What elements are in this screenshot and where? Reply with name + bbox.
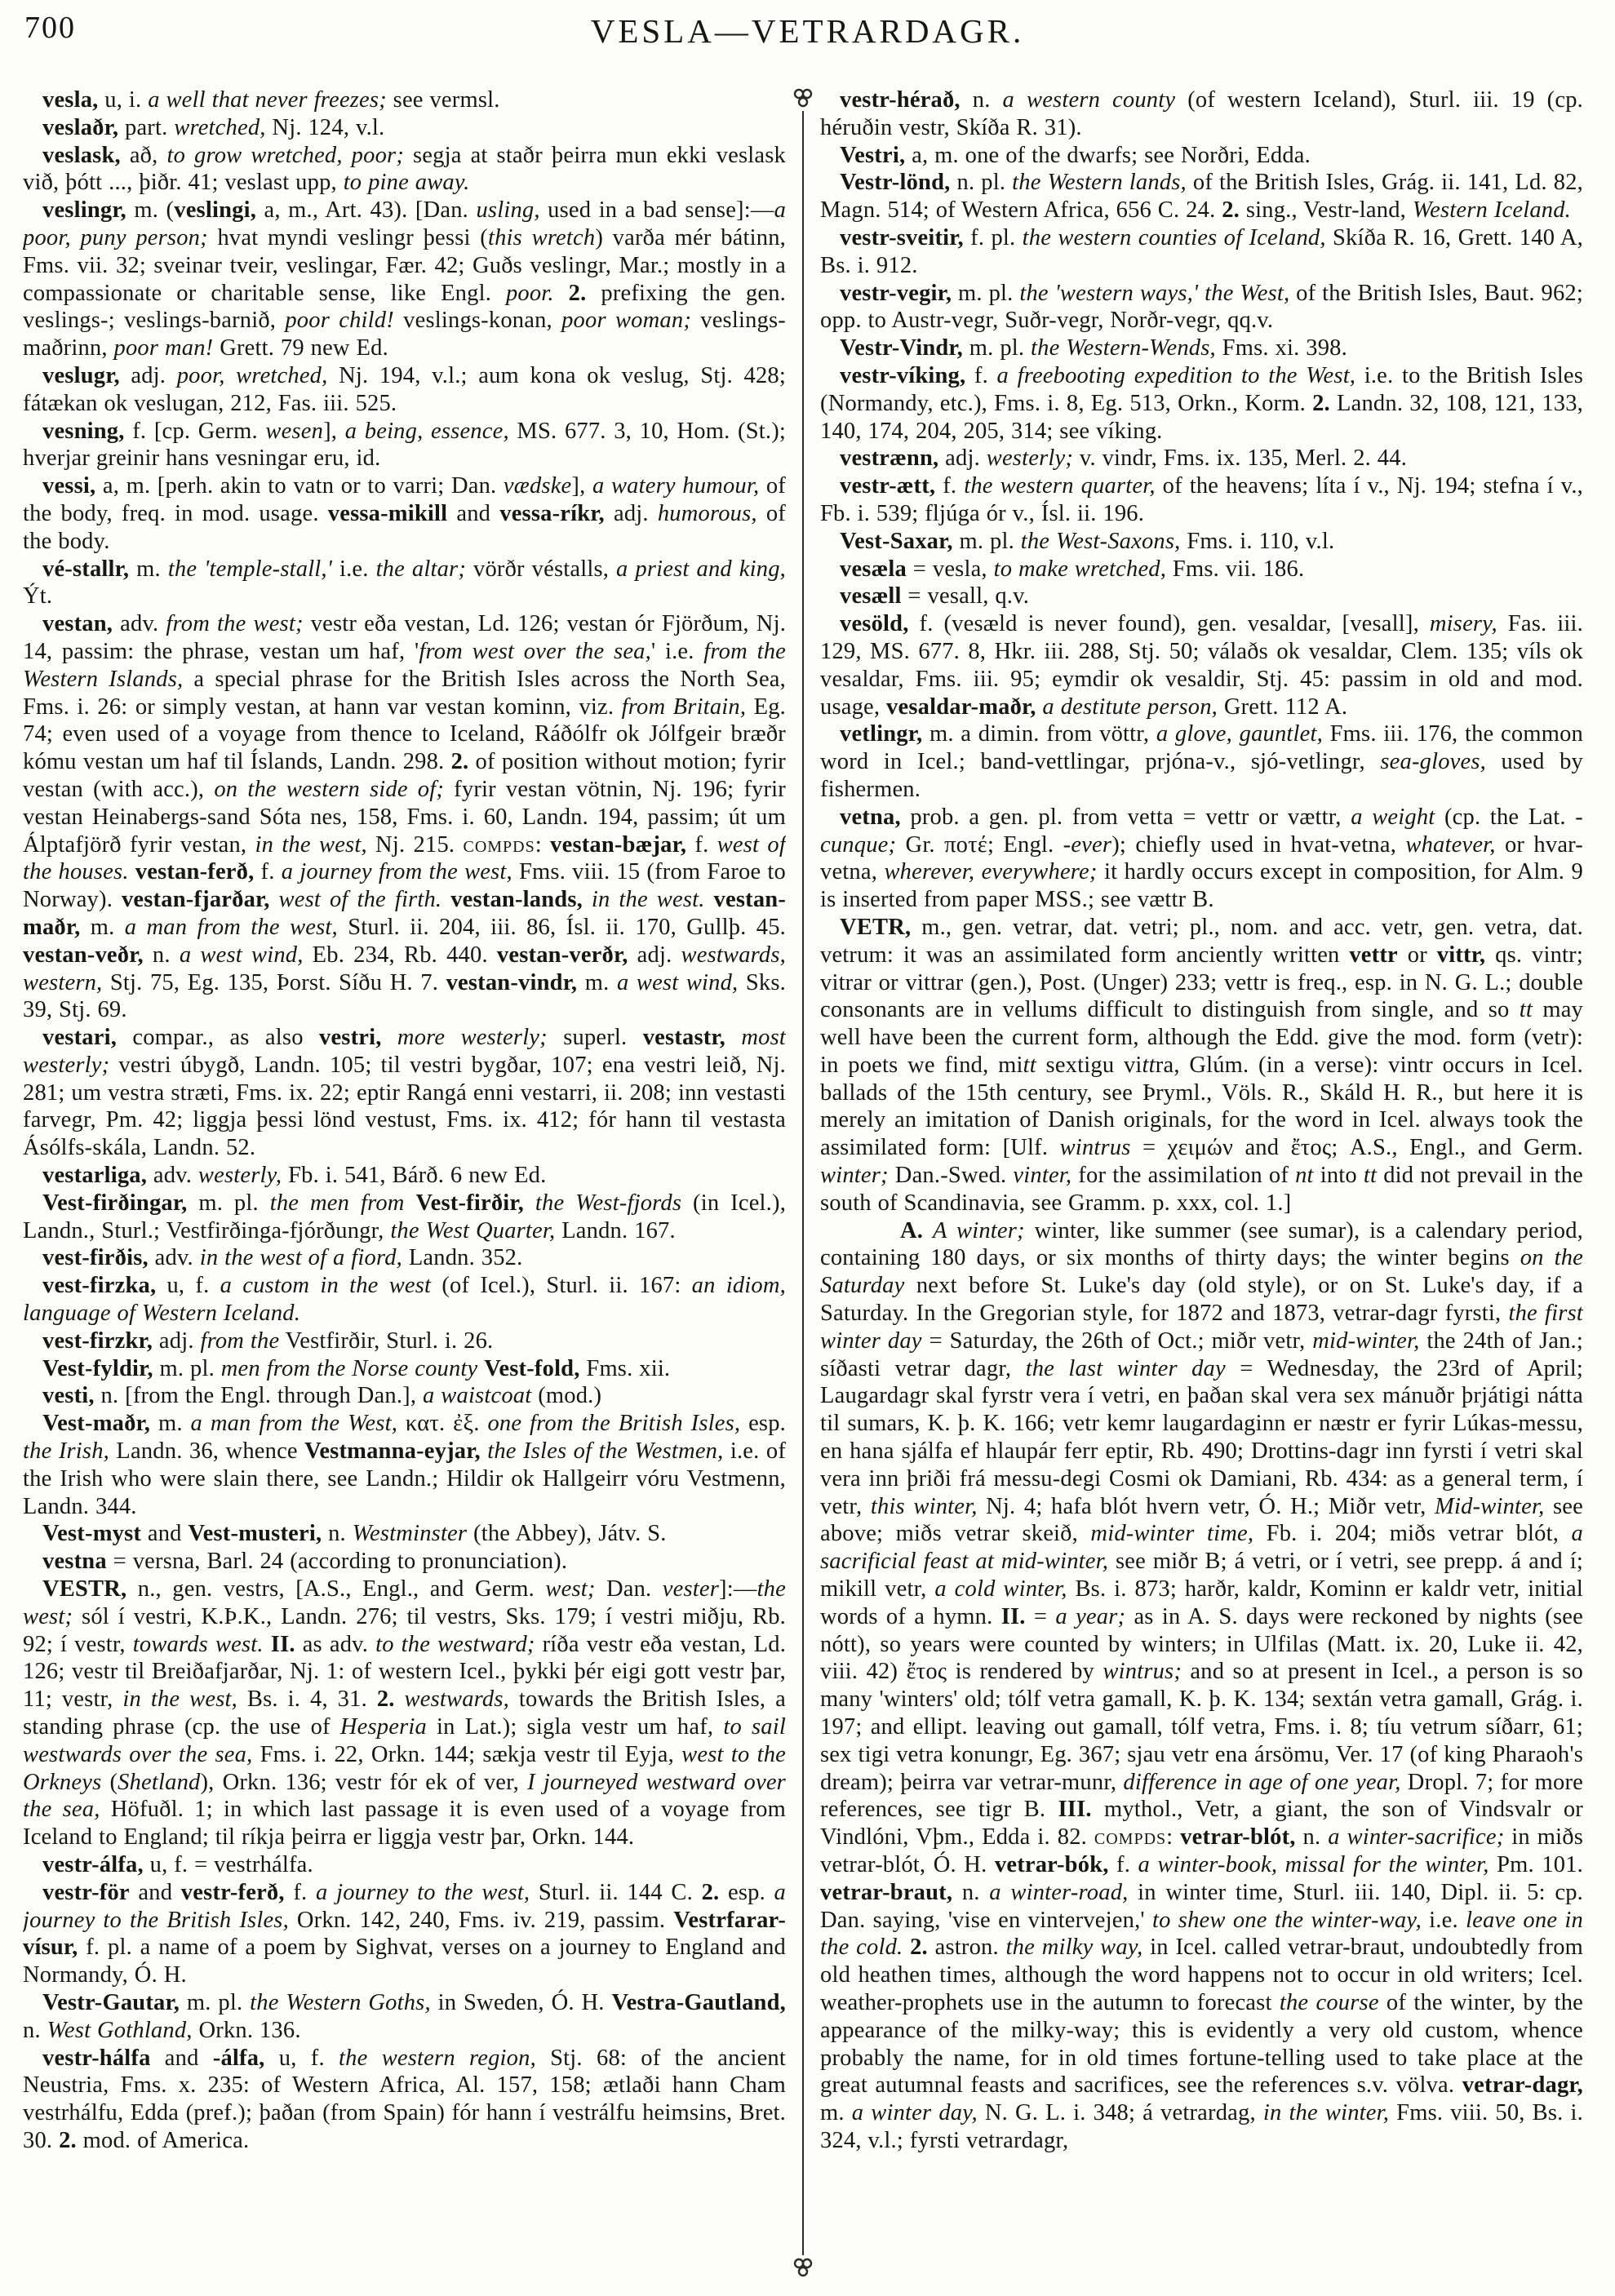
left-column	[23, 86, 786, 2278]
text-columns	[0, 83, 1615, 2278]
dictionary-entry: vest-firzka, u, f. a custom in the west (of Icel.), Sturl. ii. 167: an idiom, language of Western Iceland.	[23, 1273, 786, 1327]
dictionary-entry: vestna = versna, Barl. 24 (according to pronunciation).	[42, 1549, 568, 1575]
dictionary-entry: veslask, að, to grow wretched, poor; segja at staðr þeirra mun ekki veslask við, þótt ..., þiðr. 41; veslast upp, to pine away.	[23, 142, 786, 196]
page-header	[0, 0, 1615, 83]
dictionary-entry: vesæll = vesall, q.v.	[840, 583, 1030, 609]
page-number: 700	[24, 11, 76, 45]
dictionary-entry: Vest-firðingar, m. pl. the men from Vest-firðir, the West-fjords (in Icel.), Landn., Sturl.; Vestfirðinga-fjórðungr, the West Quarter, Landn. 167.	[23, 1190, 786, 1243]
trefoil-ink-mark-top-icon	[791, 88, 815, 109]
dictionary-entry: veslaðr, part. wretched, Nj. 124, v.l.	[42, 114, 385, 140]
dictionary-entry: vestr-vegir, m. pl. the 'western ways,' the West, of the British Isles, Baut. 962; opp. to Austr-vegr, Suðr-vegr, Norðr-vegr, qq.v.	[820, 280, 1583, 334]
dictionary-entry: vesning, f. [cp. Germ. wesen], a being, essence, MS. 677. 3, 10, Hom. (St.); hverjar greinir hans vesningar eru, id.	[23, 418, 786, 472]
dictionary-entry: Vestr-lönd, n. pl. the Western lands, of the British Isles, Grág. ii. 141, Ld. 82, Magn. 514; of Western Africa, 656 C. 24. 2. sing., Vestr-land, Western Iceland.	[820, 170, 1583, 224]
dictionary-entry: Vest-maðr, m. a man from the West, κατ. ἐξ. one from the British Isles, esp. the Irish, Landn. 36, whence Vestmanna-eyjar, the Isles of the Westmen, i.e. of the Irish who were slain there, see Landn.; Hildir ok Hallgeirr vóru Vestmenn, Landn. 344.	[23, 1411, 786, 1519]
right-column	[820, 86, 1583, 2278]
dictionary-entry: vetna, prob. a gen. pl. from vetta = vettr or vættr, a weight (cp. the Lat. -cunque; Gr. ποτέ; Engl. -ever); chiefly used in hvat-vetna, whatever, or hvar-vetna, wherever, everywhere; it hardly occurs except in composition, for Alm. 9 is inserted from paper MSS.; see vættr B.	[820, 804, 1583, 913]
dictionary-entry: vé-stallr, m. the 'temple-stall,' i.e. the altar; vörðr véstalls, a priest and king, Ýt.	[23, 556, 786, 609]
dictionary-entry: vestr-sveitir, f. pl. the western counties of Iceland, Skíða R. 16, Grett. 140 A, Bs. i. 912.	[820, 224, 1583, 278]
dictionary-entry: Vestr-Vindr, m. pl. the Western-Wends, Fms. xi. 398.	[840, 335, 1347, 361]
dictionary-entry: vessi, a, m. [perh. akin to vatn or to varri; Dan. vædske], a watery humour, of the body, freq. in mod. usage. vessa-mikill and vessa-ríkr, adj. humorous, of the body.	[23, 473, 786, 554]
dictionary-entry: Vestri, a, m. one of the dwarfs; see Norðri, Edda.	[840, 142, 1311, 168]
dictionary-entry: Vestr-Gautar, m. pl. the Western Goths, in Sweden, Ó. H. Vestra-Gautland, n. West Gothland, Orkn. 136.	[23, 1989, 786, 2043]
dictionary-entry: Vest-fyldir, m. pl. men from the Norse county Vest-fold, Fms. xii.	[42, 1355, 671, 1381]
dictionary-entry: veslugr, adj. poor, wretched, Nj. 194, v.l.; aum kona ok veslug, Stj. 428; fátækan ok veslugan, 212, Fas. iii. 525.	[23, 362, 786, 416]
dictionary-entry: vesti, n. [from the Engl. through Dan.], a waistcoat (mod.)	[42, 1383, 602, 1409]
dictionary-entry: vestr-víking, f. a freebooting expedition to the West, i.e. to the British Isles (Normandy, etc.), Fms. i. 8, Eg. 513, Orkn., Korm. 2. Landn. 32, 108, 121, 133, 140, 174, 204, 205, 314; see víking.	[820, 362, 1583, 444]
dictionary-entry: VETR, m., gen. vetrar, dat. vetri; pl., nom. and acc. vetr, gen. vetra, dat. vetrum: it was an assimilated form anciently written vettr or vittr, qs. vintr; vitrar or vittrar (gen.), Post. (Unger) 233; vettr is freq., esp. in N. G. L.; double consonants are in vellums difficult to distinguish from single, and so tt may well have been the current form, although the Edd. give the mod. form (vetr): in poets we find, mitt sextigu vittra, Glúm. (in a verse): vintr occurs in Icel. ballads of the 15th century, see Þryml., Völs. R., Skáld H. R., but here it is merely an imitation of Danish originals, for the word in Icel. always took the assimilated form: [Ulf. wintrus = χειμών and ἔτος; A.S., Engl., and Germ. winter; Dan.-Swed. vinter, for the assimilation of nt into tt did not prevail in the south of Scandinavia, see Gramm. p. xxx, col. 1.]	[820, 914, 1583, 1216]
running-head: VESLA—VETRARDAGR.	[590, 12, 1025, 50]
dictionary-entry: vestr-för and vestr-ferð, f. a journey to the west, Sturl. ii. 144 C. 2. esp. a journey to the British Isles, Orkn. 142, 240, Fms. iv. 219, passim. Vestrfarar-vísur, f. pl. a name of a poem by Sighvat, verses on a journey to England and Normandy, Ó. H.	[23, 1879, 786, 1988]
dictionary-entry: vest-firzkr, adj. from the Vestfirðir, Sturl. i. 26.	[42, 1328, 494, 1354]
dictionary-entry: vestrænn, adj. westerly; v. vindr, Fms. ix. 135, Merl. 2. 44.	[840, 445, 1408, 472]
dictionary-entry: vesöld, f. (vesæld is never found), gen. vesaldar, [vesall], misery, Fas. iii. 129, MS. 677. 8, Hkr. iii. 288, Stj. 50; válaðs ok vesaldar, Clem. 135; víls ok vesaldar, Fms. iii. 95; eymdir ok vesaldir, Stj. 45: passim in old and mod. usage, vesaldar-maðr, a destitute person, Grett. 112 A.	[820, 611, 1583, 720]
dictionary-entry: vest-firðis, adv. in the west of a fiord, Landn. 352.	[42, 1245, 523, 1271]
dictionary-entry: vesæla = vesla, to make wretched, Fms. vii. 186.	[840, 556, 1305, 582]
dictionary-entry: vetlingr, m. a dimin. from vöttr, a glove, gauntlet, Fms. iii. 176, the common word in Icel.; band-vettlingar, prjóna-v., sjó-vetlingr, sea-gloves, used by fishermen.	[820, 721, 1583, 802]
dictionary-entry: vestan, adv. from the west; vestr eða vestan, Ld. 126; vestan ór Fjörðum, Nj. 14, passim: the phrase, vestan um haf, 'from west over the sea,' i.e. from the Western Islands, a special phrase for the British Isles across the North Sea, Fms. i. 26: or simply vestan, at hann var vestan kominn, viz. from Britain, Eg. 74; even used of a voyage from thence to Iceland, Ráðólfr ok Jólfgeir bræðr kómu vestan um haf til Íslands, Landn. 298. 2. of position without motion; fyrir vestan (with acc.), on the western side of; fyrir vestan vötnin, Nj. 196; fyrir vestan Heinabergs-sand Sóta nes, 158, Fms. i. 60, Landn. 194, passim; út um Álptafjörð fyrir vestan, in the west, Nj. 215. compds: vestan-bæjar, f. west of the houses. vestan-ferð, f. a journey from the west, Fms. viii. 15 (from Faroe to Norway). vestan-fjarðar, west of the firth. vestan-lands, in the west. vestan-maðr, m. a man from the west, Sturl. ii. 204, iii. 86, Ísl. ii. 170, Gullþ. 45. vestan-veðr, n. a west wind, Eb. 234, Rb. 440. vestan-verðr, adj. westwards, western, Stj. 75, Eg. 135, Þorst. Síðu H. 7. vestan-vindr, m. a west wind, Sks. 39, Stj. 69.	[23, 611, 786, 1023]
dictionary-entry: vestr-hérað, n. a western county (of western Iceland), Sturl. iii. 19 (cp. héruðin vestr, Skíða R. 31).	[820, 87, 1583, 140]
dictionary-entry: A. A winter; winter, like summer (see sumar), is a calendary period, containing 180 days, or six months of thirty days; the winter begins on the Saturday next before St. Luke's day (old style), or on St. Luke's day, if a Saturday. In the Gregorian style, for 1872 and 1873, vetrar-dagr fyrsti, the first winter day = Saturday, the 26th of Oct.; miðr vetr, mid-winter, the 24th of Jan.; síðasti vetrar dagr, the last winter day = Wednesday, the 23rd of April; Laugardagr skal fyrstr vera í vetri, en þaðan skal vera sex mánuðr þrjátigi nátta til sumars, K. þ. K. 166; vetr kemr laugardaginn er næstr er fyrir Lúkas-messu, en hana sjálfa ef hlaupár ferr eptir, Rb. 490; Drottins-dagr inn fyrsti í vetri skal vera inn þriði frá messu-degi Cosmi ok Damiani, Rb. 434: as a general term, í vetr, this winter, Nj. 4; hafa blót hvern vetr, Ó. H.; Miðr vetr, Mid-winter, see above; miðs vetrar skeið, mid-winter time, Fb. i. 204; miðs vetrar blót, a sacrificial feast at mid-winter, see miðr B; á vetri, or í vetri, see prepp. á and í; mikill vetr, a cold winter, Bs. i. 873; harðr, kaldr, Kominn er kaldr vetr, initial words of a hymn. II. = a year; as in A. S. days were reckoned by nights (see nótt), so years were counted by winters; in Ulfilas (Matt. ix. 20, Luke ii. 42, viii. 42) ἔτος is rendered by wintrus; and so at present in Icel., a person is so many 'winters' old; tólf vetra gamall, K. þ. K. 134; sextán vetra gamall, Grág. i. 197; and ellipt. leaving out gamall, tólf vetra, Fms. i. 8; tíu vetrum síðarr, 61; sex tigi vetra konungr, Eg. 367; sjau vetr ena ársömu, Ver. 17 (of king Pharaoh's dream); þeirra var vetrar-munr, difference in age of one year, Dropl. 7; for more references, see tigr B. III. mythol., Vetr, a giant, the son of Vindsvalr or Vindlóni, Vþm., Edda i. 82. compds: vetrar-blót, n. a winter-sacrifice; in miðs vetrar-blót, Ó. H. vetrar-bók, f. a winter-book, missal for the winter, Pm. 101. vetrar-braut, n. a winter-road, in winter time, Sturl. iii. 140, Dipl. ii. 5: cp. Dan. saying, 'vise en vintervejen,' to shew one the winter-way, i.e. leave one in the cold. 2. astron. the milky way, in Icel. called vetrar-braut, undoubtedly from old heathen times, although the word happens not to occur in old writers; Icel. weather-prophets use in the autumn to forecast the course of the winter, by the appearance of the milky-way; this is evidently a very old custom, whence probably the name, for in old times fortune-telling used to take place at the great autumnal feasts and sacrifices, see the references s.v. völva. vetrar-dagr, m. a winter day, N. G. L. i. 348; á vetrardag, in the winter, Fms. viii. 50, Bs. i. 324, v.l.; fyrsti vetrardagr,	[820, 1217, 1583, 2153]
dictionary-entry: vestr-hálfa and -álfa, u, f. the western region, Stj. 68: of the ancient Neustria, Fms. x. 235: of Western Africa, Al. 157, 158; ætlaði hann Cham vestrhálfu, Edda (pref.); þaðan (from Spain) fór hann í vestrálfu heimsins, Bret. 30. 2. mod. of America.	[23, 2045, 786, 2153]
dictionary-entry: vestr-álfa, u, f. = vestrhálfa.	[42, 1852, 313, 1877]
divider-rule	[802, 111, 804, 2255]
dictionary-entry: vestari, compar., as also vestri, more westerly; superl. vestastr, most westerly; vestri úbygð, Landn. 105; til vestri bygðar, 107; ena vestri leið, Nj. 281; um vestra stræti, Fms. ix. 22; eptir Rangá enni vestarri, ii. 208; inn vestasti farvegr, Pm. 42; liggja þessi lönd vestust, Fms. ix. 412; fór hann til vestasta Ásólfs-skála, Landn. 52.	[23, 1025, 786, 1161]
dictionary-entry: veslingr, m. (veslingi, a, m., Art. 43). [Dan. usling, used in a bad sense]:—a poor, puny person; hvat myndi veslingr þessi (this wretch) varða mér bátinn, Fms. vii. 32; sveinar tveir, veslingar, Fær. 42; Guðs veslingr, Mar.; mostly in a compassionate or charitable sense, like Engl. poor. 2. prefixing the gen. veslings-; veslings-barnið, poor child! veslings-konan, poor woman; veslings-maðrinn, poor man! Grett. 79 new Ed.	[23, 197, 786, 361]
dictionary-entry: vestarliga, adv. westerly, Fb. i. 541, Bárð. 6 new Ed.	[42, 1163, 547, 1189]
dictionary-entry: VESTR, n., gen. vestrs, [A.S., Engl., and Germ. west; Dan. vester]:—the west; sól í vestri, K.Þ.K., Landn. 276; til vestrs, Sks. 179; í vestri miðju, Rb. 92; í vestr, towards west. II. as adv. to the westward; ríða vestr eða vestan, Ld. 126; vestr til Breiðafjarðar, Nj. 1: of western Icel., þykki þér eigi gott vestr þar, 11; vestr, in the west, Bs. i. 4, 31. 2. westwards, towards the British Isles, a standing phrase (cp. the use of Hesperia in Lat.); sigla vestr um haf, to sail westwards over the sea, Fms. i. 22, Orkn. 144; sækja vestr til Eyja, west to the Orkneys (Shetland), Orkn. 136; vestr fór ek of ver, I journeyed westward over the sea, Höfuðl. 1; in which last passage it is even used of a voyage from Iceland to England; til ríkja þeirra er liggja vestr þar, Orkn. 144.	[23, 1576, 786, 1851]
trefoil-ink-mark-bottom-icon	[791, 2257, 815, 2278]
dictionary-entry: vesla, u, i. a well that never freezes; see vermsl.	[42, 87, 500, 113]
dictionary-entry: vestr-ætt, f. the western quarter, of the heavens; líta í v., Nj. 194; stefna í v., Fb. i. 539; fljúga ór v., Ísl. ii. 196.	[820, 473, 1583, 526]
dictionary-entry: Vest-Saxar, m. pl. the West-Saxons, Fms. i. 110, v.l.	[840, 528, 1335, 554]
dictionary-entry: Vest-myst and Vest-musteri, n. Westminster (the Abbey), Játv. S.	[42, 1521, 667, 1547]
column-divider	[786, 86, 820, 2278]
